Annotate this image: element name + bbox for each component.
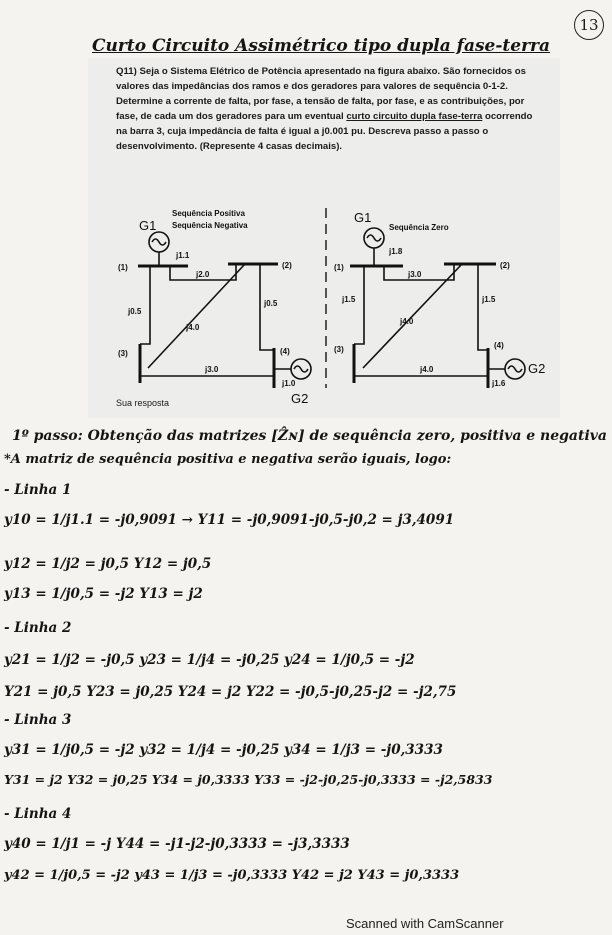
caption-negative: Sequência Negativa <box>172 221 248 230</box>
handwritten-equation: y42 = 1/j0,5 = -j2 y43 = 1/j3 = -j0,3333 Y42 = j2 Y43 = j0,3333 <box>4 868 460 883</box>
g2-zero-label: G2 <box>528 361 546 376</box>
z13-label: j0.5 <box>128 307 142 316</box>
handwritten-equation: Y31 = j2 Y32 = j0,25 Y34 = j0,3333 Y33 = -j2-j0,25-j0,3333 = -j2,5833 <box>4 772 493 787</box>
z23-label: j4.0 <box>186 323 200 332</box>
handwritten-equation: Y21 = j0,5 Y23 = j0,25 Y24 = j2 Y22 = -j0,5-j0,25-j2 = -j2,75 <box>4 684 457 700</box>
z34-label: j3.0 <box>205 365 219 374</box>
handwritten-row-heading: - Linha 2 <box>4 620 72 636</box>
handwritten-equation: y13 = 1/j0,5 = -j2 Y13 = j2 <box>4 586 203 602</box>
handwritten-equation: y12 = 1/j2 = j0,5 Y12 = j0,5 <box>4 556 212 572</box>
bus-2-label: (2) <box>282 261 292 270</box>
z34-zero-label: j4.0 <box>420 365 434 374</box>
question-text-end: ocorrendo na barra 3, cuja impedância de falta é igual a j0.001 pu. Descreva passo a passo o desenvolvimento. (Represente 4 casas decimais). <box>116 111 533 152</box>
g1-label: G1 <box>139 218 157 233</box>
handwritten-step-title: 1º passo: Obtenção das matrizes [Ẑɴ] de sequência zero, positiva e negativa <box>12 428 607 444</box>
scanner-watermark: Scanned with CamScanner <box>346 916 504 931</box>
handwritten-equation: y10 = 1/j1.1 = -j0,9091 → Y11 = -j0,9091-j0,5-j0,2 = j3,4091 <box>4 512 455 528</box>
circuit-diagram <box>88 58 560 418</box>
handwritten-equation: y21 = 1/j2 = -j0,5 y23 = 1/j4 = -j0,25 y24 = 1/j0,5 = -j2 <box>4 652 415 668</box>
bus-4-zero-label: (4) <box>494 341 504 350</box>
caption-positive: Sequência Positiva <box>172 209 245 218</box>
handwritten-row-heading: - Linha 1 <box>4 482 72 498</box>
g2-label: G2 <box>291 391 309 406</box>
page-number: 13 <box>574 10 604 40</box>
handwritten-equation: y40 = 1/j1 = -j Y44 = -j1-j2-j0,3333 = -j3,3333 <box>4 836 350 852</box>
z23-zero-label: j4.0 <box>400 317 414 326</box>
g2-impedance: j1.0 <box>282 379 296 388</box>
z24-label: j0.5 <box>264 299 278 308</box>
diagram-zero-sequence <box>350 228 525 388</box>
handwritten-row-heading: - Linha 4 <box>4 806 72 822</box>
bus-2-zero-label: (2) <box>500 261 510 270</box>
caption-zero: Sequência Zero <box>389 223 449 232</box>
answer-label: Sua resposta <box>116 398 170 408</box>
diagram-positive-negative <box>138 232 311 388</box>
g1-zero-impedance: j1.8 <box>389 247 403 256</box>
bus-1-label: (1) <box>118 263 128 272</box>
page-title: Curto Circuito Assimétrico tipo dupla fase-terra <box>92 36 550 56</box>
z12-zero-label: j3.0 <box>408 270 422 279</box>
question-text-start: Q11) Seja o Sistema Elétrico de Potência apresentado na figura abaixo. São fornecidos os valores das impedâncias dos ramos e dos geradores para valores de sequência 0-1-2. Determine a corrente de falta, por fase, a tensão de falta, por fase, e as contribuições, por fase, de cada um dos geradores para um eventual <box>116 66 526 122</box>
g1-zero-label: G1 <box>354 210 372 225</box>
handwritten-row-heading: - Linha 3 <box>4 712 72 728</box>
bus-3-label: (3) <box>118 349 128 358</box>
handwritten-equation: y31 = 1/j0,5 = -j2 y32 = 1/j4 = -j0,25 y34 = 1/j3 = -j0,3333 <box>4 742 443 758</box>
printed-question-block <box>88 58 560 418</box>
g1-impedance: j1.1 <box>176 251 190 260</box>
z12-label: j2.0 <box>196 270 210 279</box>
bus-4-label: (4) <box>280 347 290 356</box>
z24-zero-label: j1.5 <box>482 295 496 304</box>
handwritten-note: *A matriz de sequência positiva e negativa serão iguais, logo: <box>4 452 452 467</box>
g2-zero-impedance: j1.6 <box>492 379 506 388</box>
z13-zero-label: j1.5 <box>342 295 356 304</box>
bus-1-zero-label: (1) <box>334 263 344 272</box>
bus-3-zero-label: (3) <box>334 345 344 354</box>
question-text-underlined: curto circuito dupla fase-terra <box>346 111 483 122</box>
